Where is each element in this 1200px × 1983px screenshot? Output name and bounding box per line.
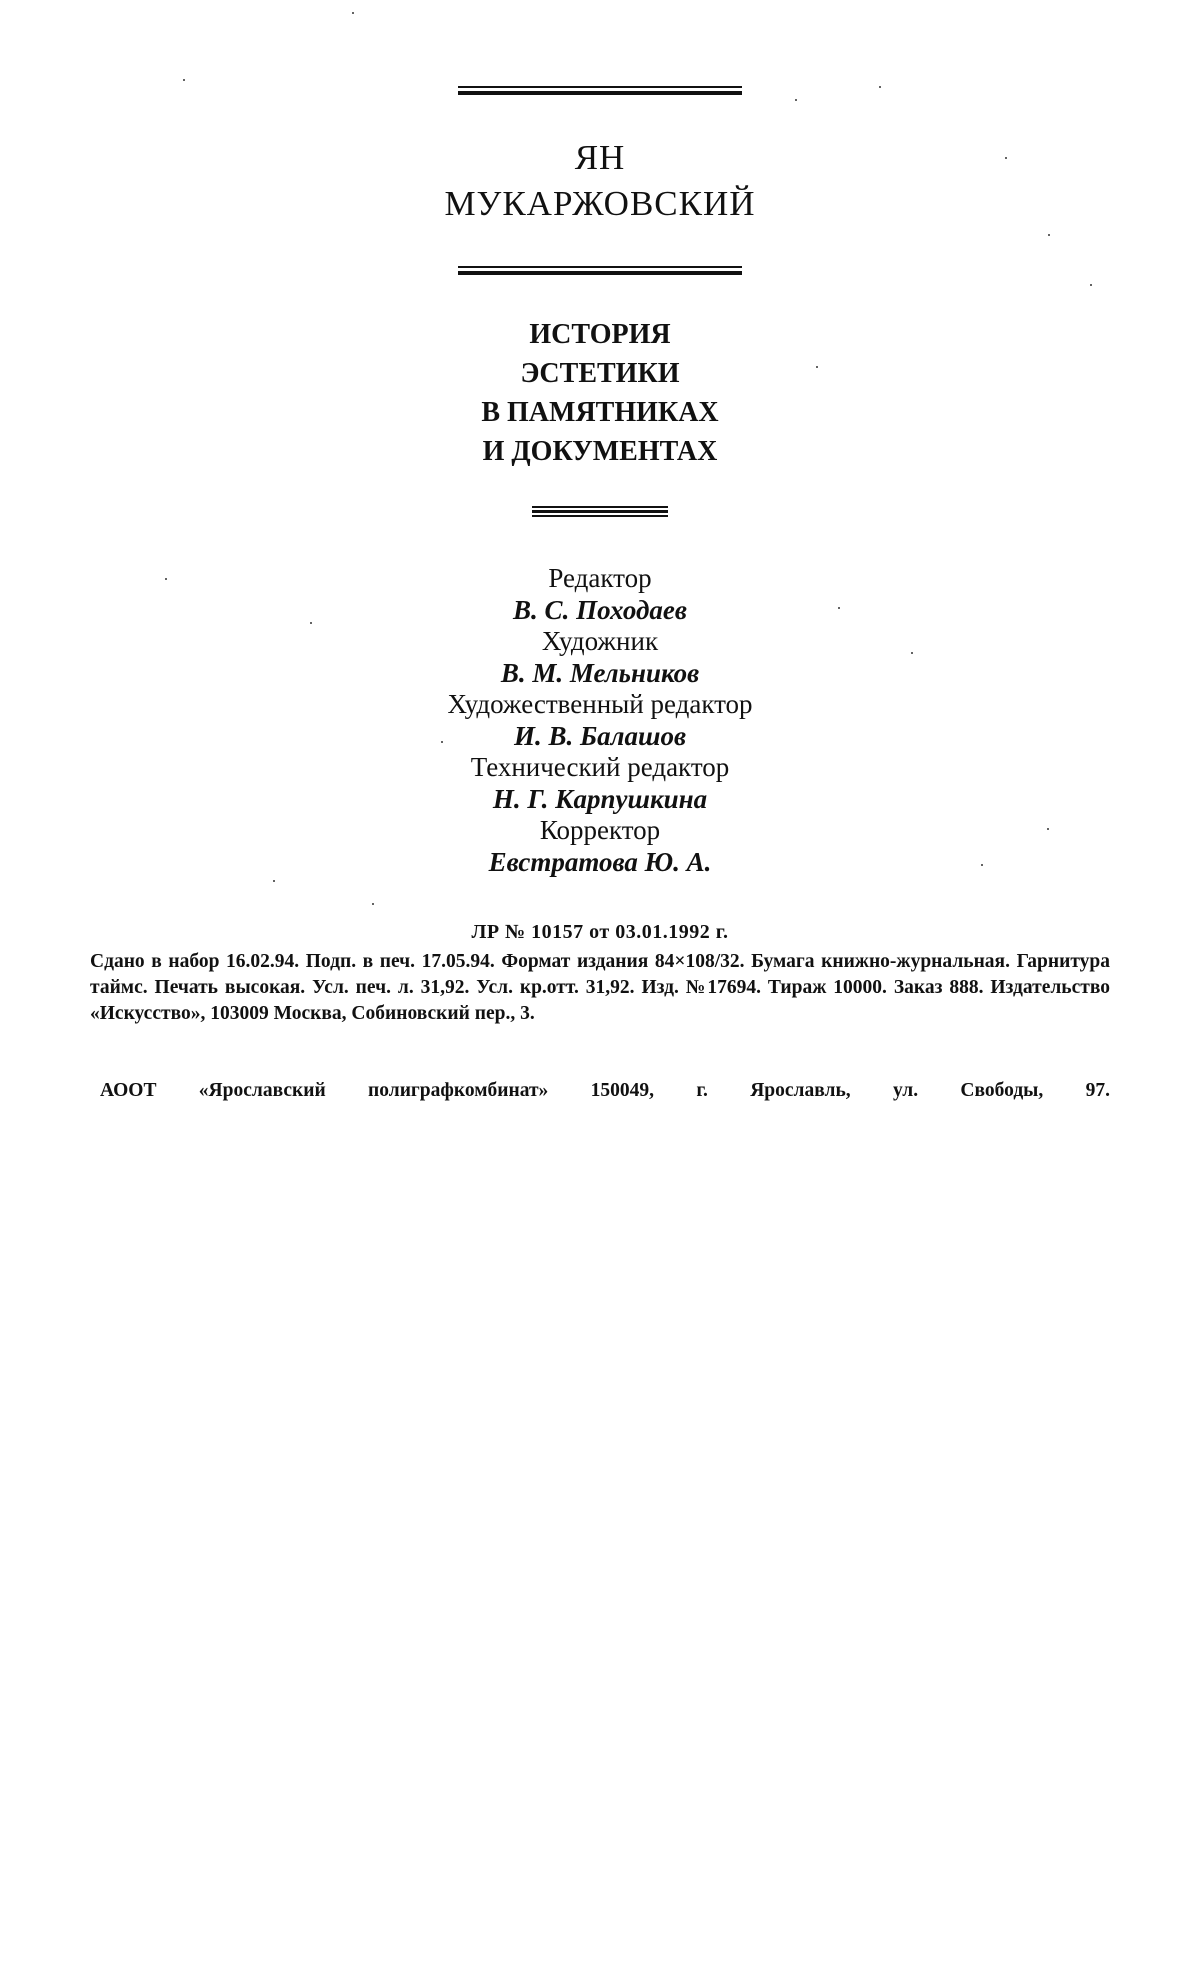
title-line: ИСТОРИЯ (529, 319, 671, 350)
credit-person: И. В. Балашов (513, 720, 687, 751)
imprint-details: Сдано в набор 16.02.94. Подп. в печ. 17.05.94. Формат издания 84×108/32. Бумага книжно-журнальная. Гарнитура таймс. Печать высокая. Усл. печ. л. 31,92. Усл. кр.отт. 31,92. Изд. №17694. Тираж 10000. Заказ 888. Издательство «Искусство», 103009 Москва, Собиновский пер., 3. (90, 951, 1110, 1024)
credit-role: Редактор (548, 563, 652, 593)
scan-speck (352, 12, 354, 14)
scan-speck (310, 622, 312, 624)
title-divider-rule (532, 506, 668, 517)
credit-role: Художник (541, 626, 659, 656)
credit-person: Евстратова Ю. А. (488, 846, 712, 877)
scan-speck (879, 86, 881, 88)
scan-speck (1047, 828, 1049, 830)
title-line: И ДОКУМЕНТАХ (482, 436, 718, 467)
license-number: ЛР № 10157 от 03.01.1992 г. (471, 921, 729, 943)
scan-speck (1005, 157, 1007, 159)
scan-speck (911, 652, 913, 654)
author-divider-rule (458, 266, 742, 275)
scan-speck (838, 607, 840, 609)
scan-speck (1090, 284, 1092, 286)
credit-person: Н. Г. Карпушкина (492, 783, 708, 814)
author-name (0, 135, 1200, 227)
scan-speck (165, 578, 167, 580)
credit-person: В. С. Походаев (513, 594, 687, 625)
scan-speck (1048, 234, 1050, 236)
scan-speck (816, 366, 818, 368)
credit-role: Художественный редактор (447, 689, 753, 719)
scan-speck (273, 880, 275, 882)
book-title (0, 315, 1200, 471)
scan-speck (981, 864, 983, 866)
credit-person: В. М. Мельников (500, 657, 700, 688)
scan-speck (372, 903, 374, 905)
credit-role: Технический редактор (470, 752, 730, 782)
scan-speck (183, 79, 185, 81)
credits-block (0, 563, 1200, 878)
author-last-name: МУКАРЖОВСКИЙ (444, 184, 756, 223)
author-first-name: ЯН (574, 138, 626, 177)
scan-speck (441, 741, 443, 743)
printer-address: АООТ «Ярославский полиграфкомбинат» 150049, г. Ярославль, ул. Свободы, 97. (100, 1080, 1110, 1101)
title-line: В ПАМЯТНИКАХ (481, 397, 719, 428)
scan-speck (795, 99, 797, 101)
top-decorative-rule (458, 86, 742, 95)
credit-role: Корректор (539, 815, 661, 845)
title-line: ЭСТЕТИКИ (520, 358, 680, 389)
